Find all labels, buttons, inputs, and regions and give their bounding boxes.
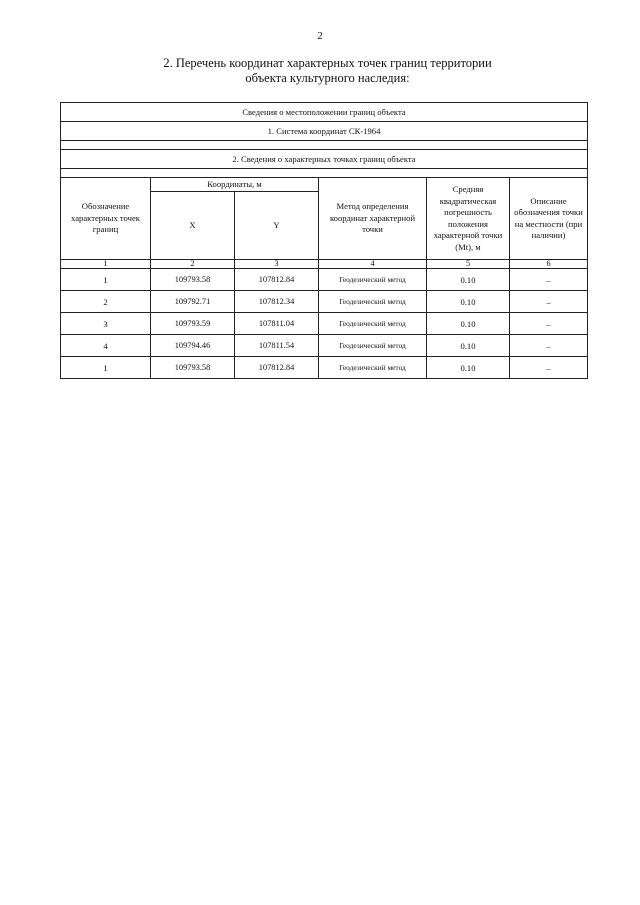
- table-row: [61, 335, 588, 357]
- header-y: Y: [235, 192, 319, 260]
- table-row: [61, 357, 588, 379]
- table-row: [61, 291, 588, 313]
- method-cell: Геодезический метод: [319, 313, 427, 335]
- column-number: 6: [510, 260, 588, 269]
- title-line-2: объекта культурного наследия:: [245, 71, 410, 85]
- header-coordinates: Координаты, м: [151, 178, 319, 192]
- spacer-row: [61, 141, 588, 150]
- point-cell: 3: [61, 313, 151, 335]
- header-description: Описание обозначения точки на местности (при наличии): [510, 178, 588, 260]
- y-cell: 107812.84: [235, 269, 319, 291]
- column-number: 4: [319, 260, 427, 269]
- section-header: Сведения о местоположении границ объекта: [61, 103, 588, 122]
- description-cell: –: [510, 291, 588, 313]
- error-cell: 0.10: [427, 357, 510, 379]
- x-cell: 109793.59: [151, 313, 235, 335]
- point-cell: 1: [61, 269, 151, 291]
- point-cell: 4: [61, 335, 151, 357]
- point-cell: 2: [61, 291, 151, 313]
- header-row-1: [61, 178, 588, 192]
- description-cell: –: [510, 357, 588, 379]
- x-cell: 109793.58: [151, 269, 235, 291]
- method-cell: Геодезический метод: [319, 269, 427, 291]
- description-cell: –: [510, 313, 588, 335]
- column-number: 3: [235, 260, 319, 269]
- method-cell: Геодезический метод: [319, 291, 427, 313]
- page-number: 2: [317, 30, 323, 42]
- column-number: 5: [427, 260, 510, 269]
- description-cell: –: [510, 335, 588, 357]
- coordinate-system-row: [61, 122, 588, 141]
- x-cell: 109792.71: [151, 291, 235, 313]
- x-cell: 109793.58: [151, 357, 235, 379]
- spacer-row: [61, 169, 588, 178]
- column-numbers-row: [61, 260, 588, 269]
- table-row: [61, 269, 588, 291]
- column-number: 1: [61, 260, 151, 269]
- coordinates-table: [60, 102, 588, 379]
- points-info: 2. Сведения о характерных точках границ объекта: [61, 150, 588, 169]
- points-info-row: [61, 150, 588, 169]
- y-cell: 107812.84: [235, 357, 319, 379]
- header-error: Средняя квадратическая погрешность положения характерной точки (Mt), м: [427, 178, 510, 260]
- header-method: Метод определения координат характерной точки: [319, 178, 427, 260]
- coordinate-system: 1. Система координат СК-1964: [61, 122, 588, 141]
- error-cell: 0.10: [427, 291, 510, 313]
- header-point-designation: Обозначение характерных точек границ: [61, 178, 151, 260]
- method-cell: Геодезический метод: [319, 335, 427, 357]
- header-x: X: [151, 192, 235, 260]
- document-title: [60, 56, 595, 86]
- error-cell: 0.10: [427, 313, 510, 335]
- error-cell: 0.10: [427, 269, 510, 291]
- section-header-row: [61, 103, 588, 122]
- description-cell: –: [510, 269, 588, 291]
- table-row: [61, 313, 588, 335]
- method-cell: Геодезический метод: [319, 357, 427, 379]
- y-cell: 107811.54: [235, 335, 319, 357]
- x-cell: 109794.46: [151, 335, 235, 357]
- y-cell: 107812.34: [235, 291, 319, 313]
- title-line-1: 2. Перечень координат характерных точек границ территории: [163, 56, 492, 70]
- y-cell: 107811.04: [235, 313, 319, 335]
- column-number: 2: [151, 260, 235, 269]
- error-cell: 0.10: [427, 335, 510, 357]
- point-cell: 1: [61, 357, 151, 379]
